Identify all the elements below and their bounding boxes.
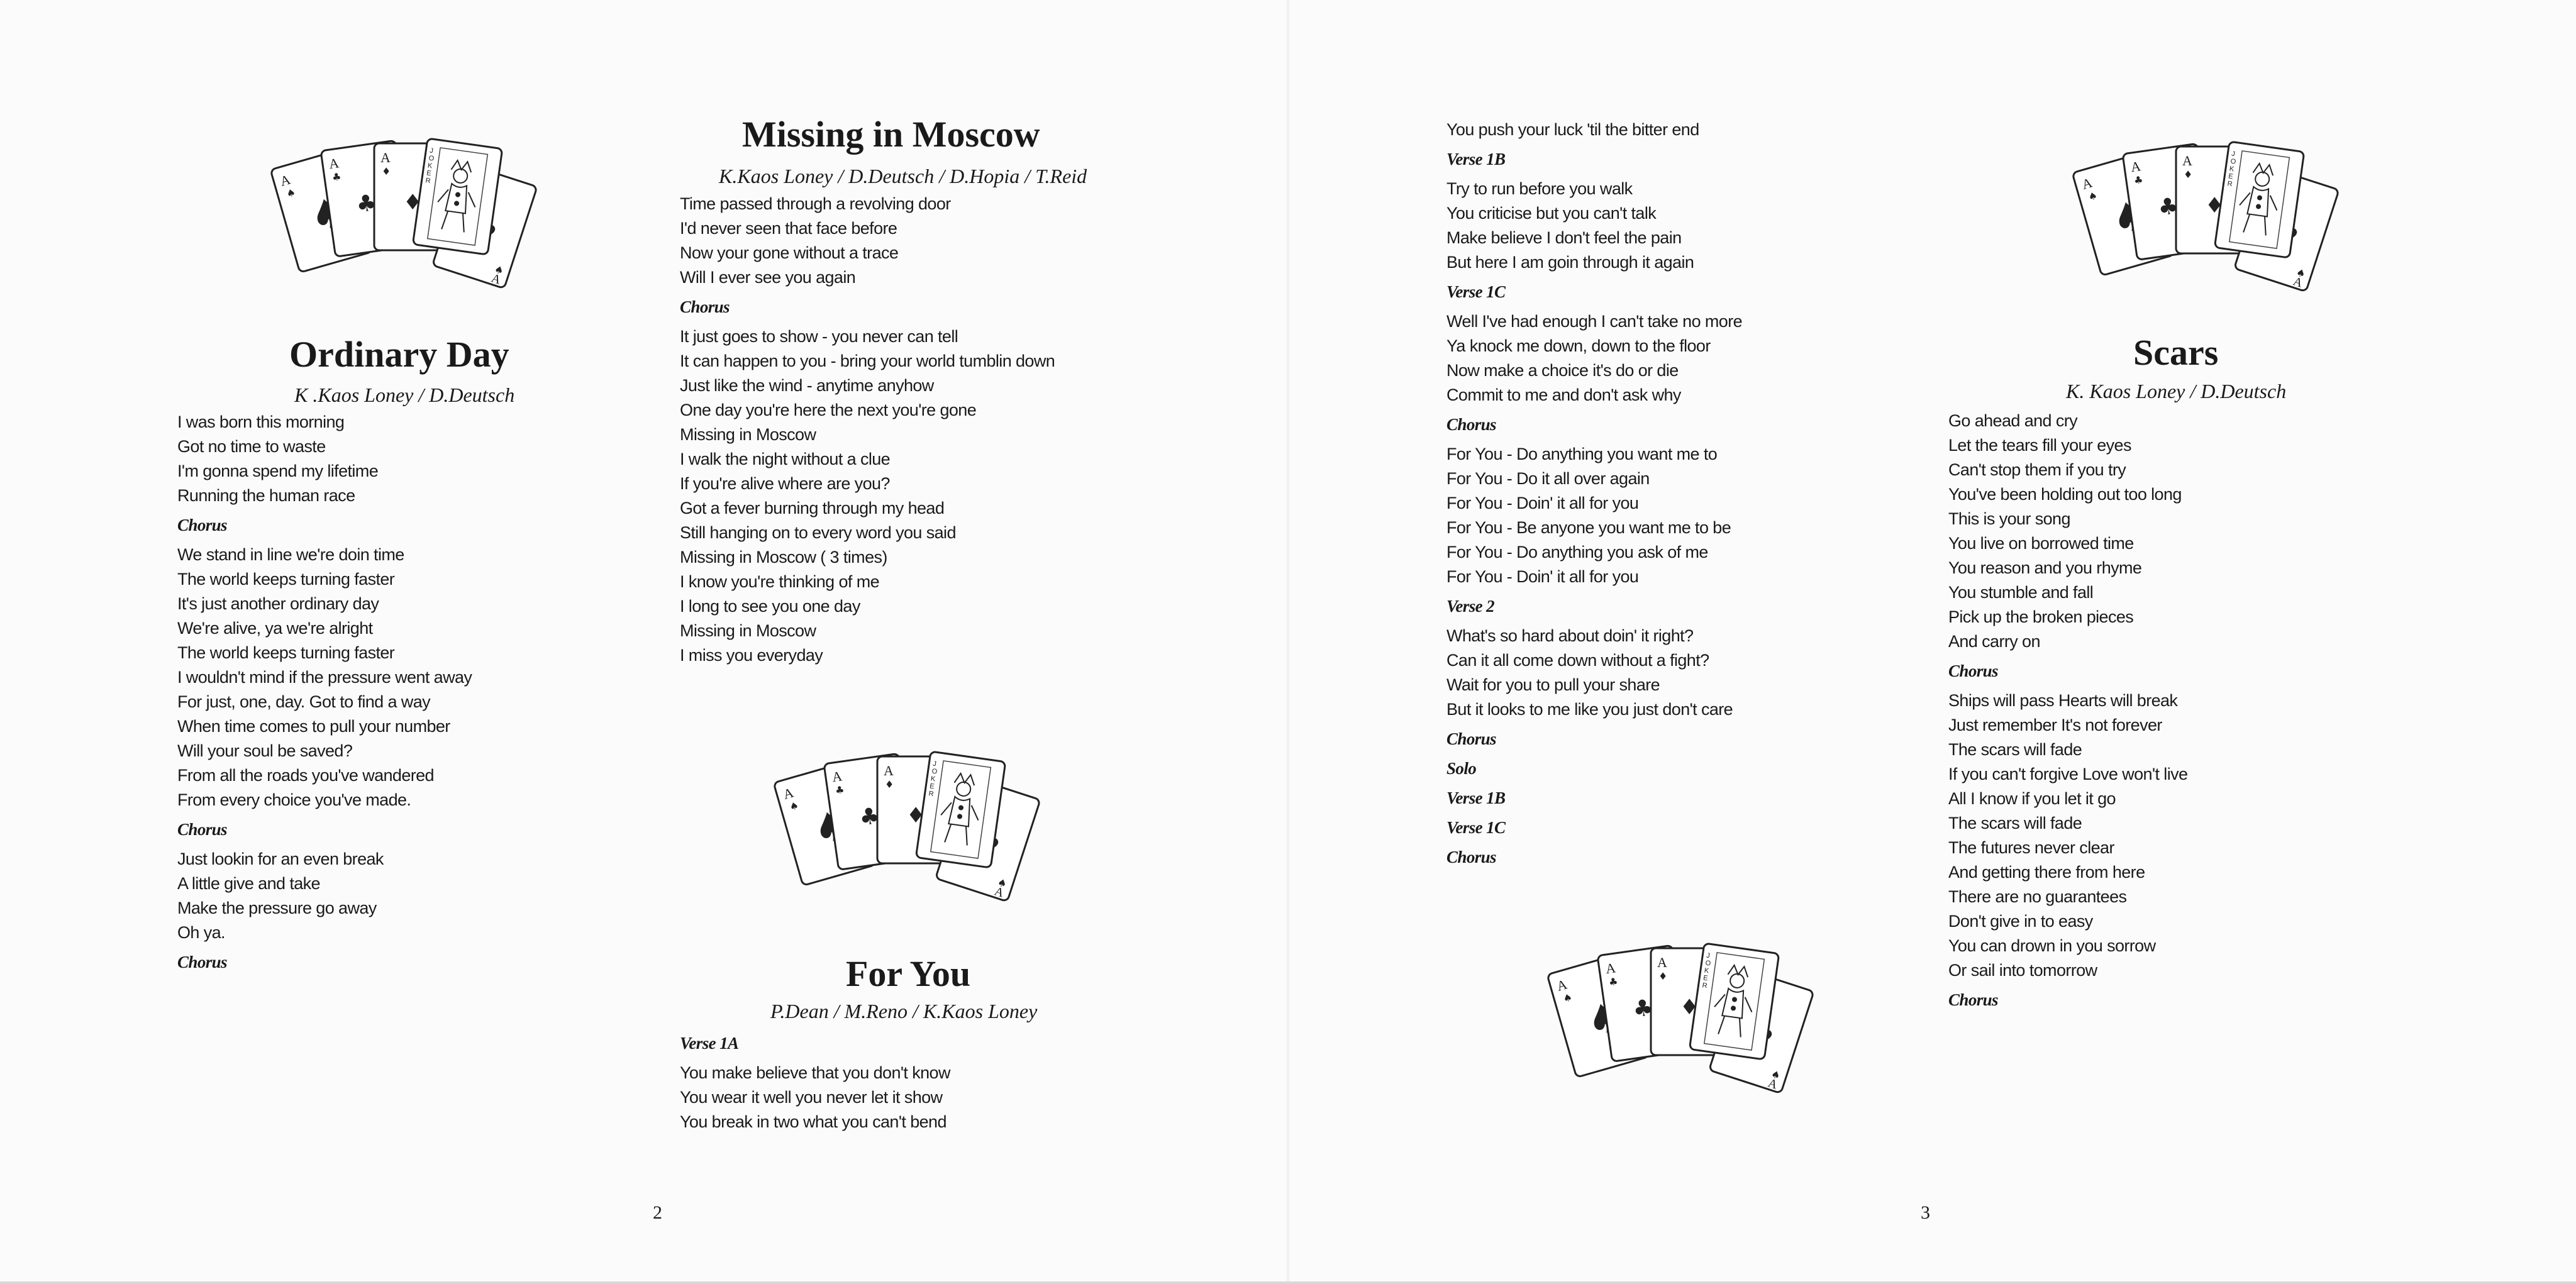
lyric-line: Will I ever see you again xyxy=(680,268,856,287)
lyric-line: Will your soul be saved? xyxy=(177,741,353,760)
lyric-line: Wait for you to pull your share xyxy=(1446,675,1660,694)
lyric-line: When time comes to pull your number xyxy=(177,717,450,736)
lyric-line: Try to run before you walk xyxy=(1446,179,1633,198)
song-title-ordinary-day: Ordinary Day xyxy=(289,334,509,375)
lyric-line: Now your gone without a trace xyxy=(680,243,899,262)
lyric-line: Time passed through a revolving door xyxy=(680,194,951,213)
section-label: Chorus xyxy=(1948,990,1998,1009)
section-label: Verse 1C xyxy=(1446,282,1506,301)
section-label: Chorus xyxy=(1446,415,1496,434)
section-label: Verse 1A xyxy=(680,1034,739,1053)
lyric-line: Ya knock me down, down to the floor xyxy=(1446,336,1711,355)
page-bottom-edge xyxy=(0,1281,2576,1284)
lyrics-missing-in-moscow xyxy=(680,192,1055,668)
lyric-line: The futures never clear xyxy=(1948,838,2114,857)
lyric-line: From all the roads you've wandered xyxy=(177,766,434,785)
section-label: Chorus xyxy=(177,820,227,839)
lyric-line: You push your luck 'til the bitter end xyxy=(1446,120,1699,139)
lyrics-for-you xyxy=(680,1026,950,1134)
lyric-line: Got no time to waste xyxy=(177,437,326,456)
lyric-line: For You - Doin' it all for you xyxy=(1446,567,1639,586)
lyric-line: I was born this morning xyxy=(177,412,345,431)
section-label: Solo xyxy=(1446,759,1477,778)
lyric-line: Missing in Moscow ( 3 times) xyxy=(680,548,887,567)
lyric-line: But here I am goin through it again xyxy=(1446,253,1694,272)
lyric-line: You make believe that you don't know xyxy=(680,1063,950,1082)
lyric-line: You break in two what you can't bend xyxy=(680,1112,947,1131)
lyric-line: I long to see you one day xyxy=(680,597,860,616)
lyric-line: It's just another ordinary day xyxy=(177,594,379,613)
lyric-line: For You - Doin' it all for you xyxy=(1446,494,1639,512)
lyric-line: Well I've had enough I can't take no more xyxy=(1446,312,1743,331)
lyric-line: What's so hard about doin' it right? xyxy=(1446,626,1694,645)
lyric-line: You wear it well you never let it show xyxy=(680,1088,943,1107)
lyric-line: There are no guarantees xyxy=(1948,887,2127,906)
lyric-line: Let the tears fill your eyes xyxy=(1948,436,2131,455)
lyric-line: If you can't forgive Love won't live xyxy=(1948,765,2188,783)
song-title-missing-in-moscow: Missing in Moscow xyxy=(742,114,1040,155)
lyric-line: For You - Do anything you ask of me xyxy=(1446,543,1708,562)
lyric-line: Missing in Moscow xyxy=(680,425,816,444)
song-title-for-you: For You xyxy=(846,953,971,994)
lyric-line: I walk the night without a clue xyxy=(680,450,891,468)
lyric-line: One day you're here the next you're gone xyxy=(680,401,977,419)
song-title-scars: Scars xyxy=(2133,332,2219,373)
lyric-line: Just like the wind - anytime anyhow xyxy=(680,376,934,395)
section-label: Verse 1B xyxy=(1446,789,1506,807)
lyric-line: Or sail into tomorrow xyxy=(1948,961,2097,980)
lyric-line: And getting there from here xyxy=(1948,863,2145,882)
lyric-line: The scars will fade xyxy=(1948,740,2082,759)
lyric-line: You criticise but you can't talk xyxy=(1446,204,1657,223)
lyric-line: Don't give in to easy xyxy=(1948,912,2093,931)
lyric-line: We stand in line we're doin time xyxy=(177,545,404,564)
lyric-line: I'm gonna spend my lifetime xyxy=(177,462,379,480)
song-credits-ordinary-day: K .Kaos Loney / D.Deutsch xyxy=(294,384,515,406)
lyric-line: Missing in Moscow xyxy=(680,621,816,640)
lyric-line: All I know if you let it go xyxy=(1948,789,2116,808)
section-label: Chorus xyxy=(1446,729,1496,748)
lyric-line: Now make a choice it's do or die xyxy=(1446,361,1679,380)
lyric-line: I wouldn't mind if the pressure went away xyxy=(177,668,472,687)
lyric-line: You reason and you rhyme xyxy=(1948,558,2142,577)
section-label: Verse 1B xyxy=(1446,150,1506,169)
lyric-line: Make believe I don't feel the pain xyxy=(1446,228,1682,247)
page-number-right: 3 xyxy=(1921,1202,1930,1223)
lyric-line: The world keeps turning faster xyxy=(177,570,395,589)
lyric-line: You live on borrowed time xyxy=(1948,534,2134,553)
playing-cards-illustration xyxy=(2047,129,2387,318)
lyric-line: This is your song xyxy=(1948,509,2070,528)
lyric-line: Can it all come down without a fight? xyxy=(1446,651,1709,670)
playing-cards-illustration xyxy=(1522,931,1862,1119)
lyric-line: For just, one, day. Got to find a way xyxy=(177,692,431,711)
lyric-line: Go ahead and cry xyxy=(1948,411,2078,430)
lyric-line: For You - Do it all over again xyxy=(1446,469,1650,488)
lyric-line: From every choice you've made. xyxy=(177,790,411,809)
lyric-line: Got a fever burning through my head xyxy=(680,499,945,517)
lyric-line: You can drown in you sorrow xyxy=(1948,936,2156,955)
lyric-line: But it looks to me like you just don't care xyxy=(1446,700,1733,719)
section-label: Chorus xyxy=(680,297,730,316)
lyrics-for-you-continued xyxy=(1446,118,1742,875)
song-credits-for-you: P.Dean / M.Reno / K.Kaos Loney xyxy=(770,1000,1038,1022)
section-label: Chorus xyxy=(1446,848,1496,866)
section-label: Verse 2 xyxy=(1446,597,1495,616)
section-label: Chorus xyxy=(1948,661,1998,680)
booklet-fold xyxy=(1287,0,1289,1284)
lyric-line: Oh ya. xyxy=(177,923,225,942)
lyric-line: You stumble and fall xyxy=(1948,583,2094,602)
lyric-line: Just remember It's not forever xyxy=(1948,716,2162,734)
section-label: Chorus xyxy=(177,516,227,534)
lyric-line: You've been holding out too long xyxy=(1948,485,2182,504)
lyrics-scars xyxy=(1948,409,2187,1017)
section-label: Chorus xyxy=(177,953,227,971)
lyric-line: We're alive, ya we're alright xyxy=(177,619,373,638)
lyric-line: Just lookin for an even break xyxy=(177,850,384,868)
playing-cards-illustration xyxy=(748,739,1088,927)
lyric-line: The scars will fade xyxy=(1948,814,2082,833)
lyric-line: It can happen to you - bring your world tumblin down xyxy=(680,351,1055,370)
lyrics-ordinary-day xyxy=(177,410,472,980)
lyric-line: The world keeps turning faster xyxy=(177,643,395,662)
lyric-line: Pick up the broken pieces xyxy=(1948,607,2134,626)
lyric-line: For You - Do anything you want me to xyxy=(1446,445,1718,463)
lyric-line: I know you're thinking of me xyxy=(680,572,880,591)
lyric-line: Running the human race xyxy=(177,486,355,505)
song-credits-scars: K. Kaos Loney / D.Deutsch xyxy=(2066,380,2287,402)
lyric-line: Still hanging on to every word you said xyxy=(680,523,956,542)
song-credits-missing-in-moscow: K.Kaos Loney / D.Deutsch / D.Hopia / T.Reid xyxy=(719,165,1087,187)
lyric-line: If you're alive where are you? xyxy=(680,474,890,493)
playing-cards-illustration xyxy=(245,126,585,314)
lyric-line: A little give and take xyxy=(177,874,320,893)
section-label: Verse 1C xyxy=(1446,818,1506,837)
lyric-line: It just goes to show - you never can tell xyxy=(680,327,958,346)
lyric-line: Ships will pass Hearts will break xyxy=(1948,691,2178,710)
lyric-line: For You - Be anyone you want me to be xyxy=(1446,518,1731,537)
lyric-line: I'd never seen that face before xyxy=(680,219,897,238)
lyric-line: Make the pressure go away xyxy=(177,899,377,917)
lyric-line: I miss you everyday xyxy=(680,646,823,665)
lyric-line: Commit to me and don't ask why xyxy=(1446,385,1681,404)
lyric-line: Can't stop them if you try xyxy=(1948,460,2126,479)
lyric-line: And carry on xyxy=(1948,632,2040,651)
page-number-left: 2 xyxy=(653,1202,662,1223)
